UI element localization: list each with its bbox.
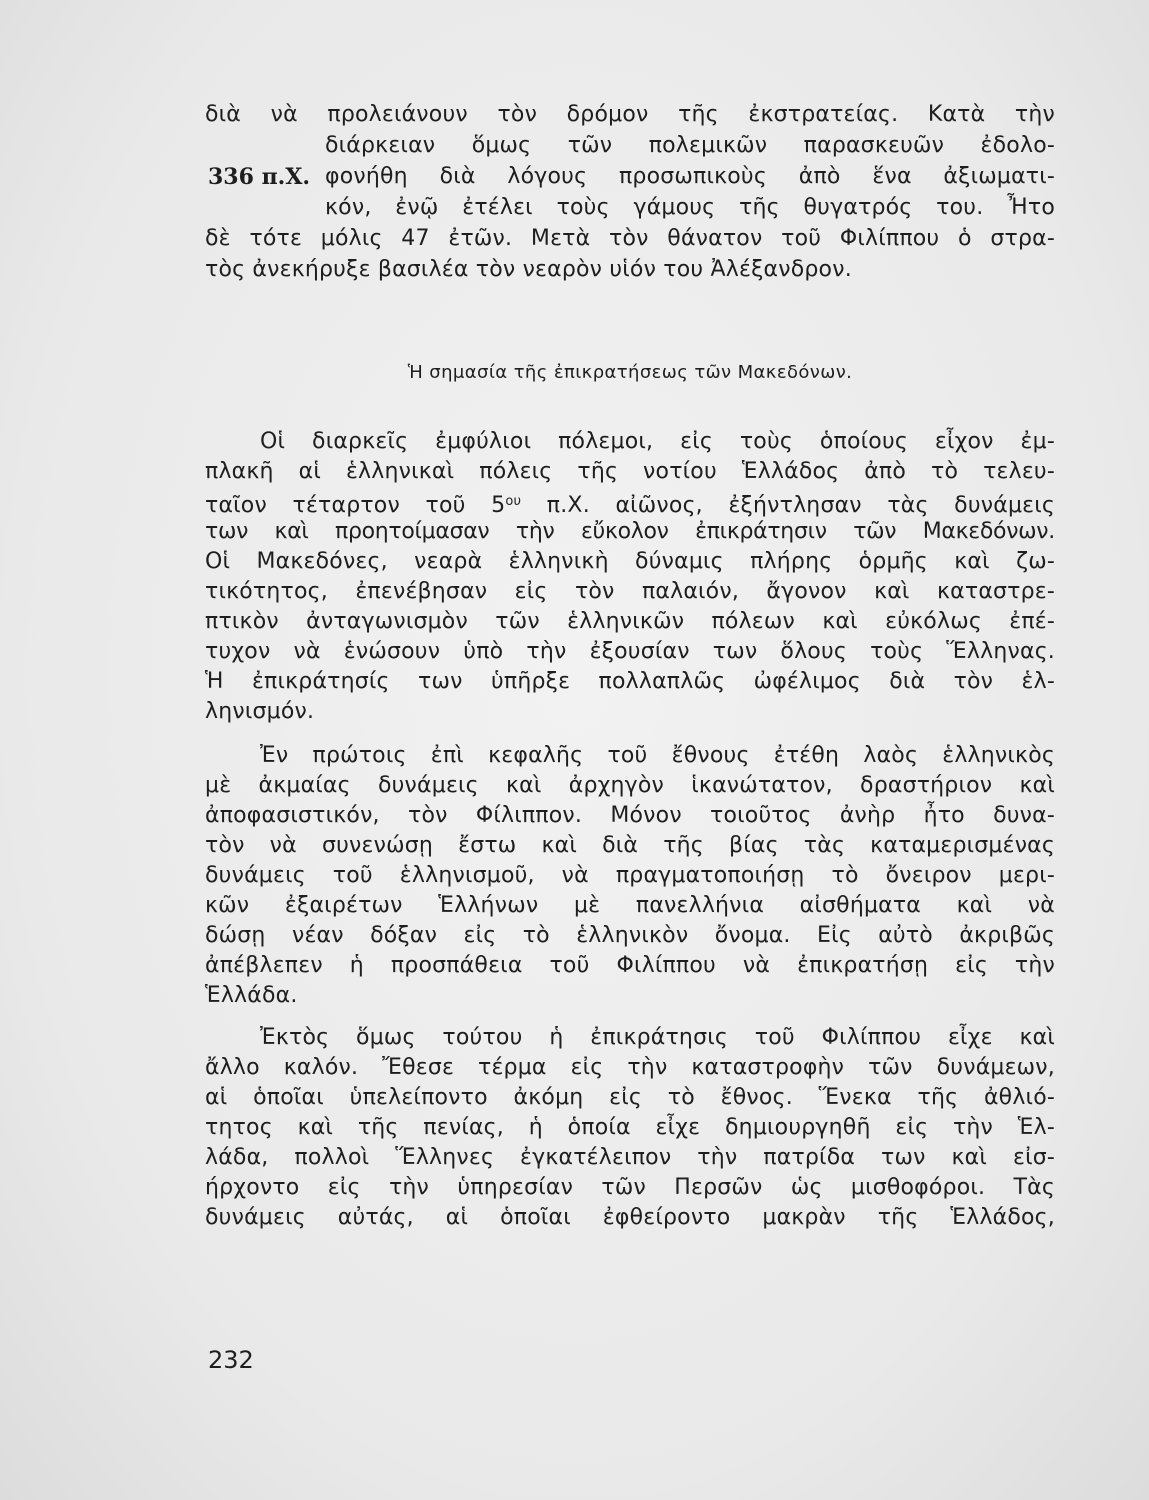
text-line: πτικὸν ἀνταγωνισμὸν τῶν ἑλληνικῶν πόλεων καὶ εὐκόλως ἐπέ- — [205, 609, 1055, 634]
text-line: φονήθη διὰ λόγους προσωπικοὺς ἀπὸ ἕνα ἀξιωματι- — [325, 164, 1055, 189]
text-line-with-superscript — [205, 487, 1055, 521]
text-line: Ἡ ἐπικράτησίς των ὑπῆρξε πολλαπλῶς ὠφέλιμος διὰ τὸν ἑλ- — [205, 669, 1055, 694]
text-line: λάδα, πολλοὶ Ἕλληνες ἐγκατέλειπον τὴν πατρίδα των καὶ εἰσ- — [205, 1145, 1055, 1170]
text-line: τικότητος, ἐπενέβησαν εἰς τὸν παλαιόν, ἄγονον καὶ καταστρε- — [205, 579, 1055, 604]
text-line: ληνισμόν. — [205, 699, 315, 724]
text-line: τὸν νὰ συνενώσῃ ἔστω καὶ διὰ τῆς βίας τὰς καταμερισμένας — [205, 833, 1055, 858]
text-line: Οἱ Μακεδόνες, νεαρὰ ἑλληνικὴ δύναμις πλήρης ὁρμῆς καὶ ζω- — [205, 549, 1055, 574]
text-line: τυχον νὰ ἑνώσουν ὑπὸ τὴν ἐξουσίαν των ὅλους τοὺς Ἕλληνας. — [205, 639, 1055, 664]
text-line: διάρκειαν ὅμως τῶν πολεμικῶν παρασκευῶν ἐδολο- — [325, 133, 1055, 158]
ordinal-superscript: ου — [505, 494, 522, 509]
page-number: 232 — [208, 1346, 254, 1374]
text-line: ήρχοντο εἰς τὴν ὑπηρεσίαν τῶν Περσῶν ὡς μισθοφόροι. Τὰς — [205, 1175, 1055, 1200]
text-line: δυνάμεις τοῦ ἑλληνισμοῦ, νὰ πραγματοποιήσῃ τὸ ὄνειρον μερι- — [205, 863, 1055, 888]
section-heading: Ἡ σημασία τῆς ἐπικρατήσεως τῶν Μακεδόνων. — [407, 362, 853, 383]
text-line: κῶν ἐξαιρέτων Ἑλλήνων μὲ πανελλήνια αἰσθήματα καὶ νὰ — [205, 893, 1055, 918]
text-line: δυνάμεις αὐτάς, αἱ ὁποῖαι ἐφθείροντο μακρὰν τῆς Ἑλλάδος, — [205, 1205, 1055, 1230]
text-line: ἀπέβλεπεν ἡ προσπάθεια τοῦ Φιλίππου νὰ ἐπικρατήσῃ εἰς τὴν — [205, 953, 1055, 978]
margin-date-note: 336 π.Χ. — [208, 164, 311, 190]
text-line: των καὶ προητοίμασαν τὴν εὔκολον ἐπικράτησιν τῶν Μακεδόνων. — [205, 519, 1055, 544]
text-line: δὲ τότε μόλις 47 ἐτῶν. Μετὰ τὸν θάνατον τοῦ Φιλίππου ὁ στρα- — [205, 226, 1055, 251]
text-line: διὰ νὰ προλειάνουν τὸν δρόμον τῆς ἐκστρατείας. Κατὰ τὴν — [205, 102, 1055, 127]
text-line: μὲ ἀκμαίας δυνάμεις καὶ ἀρχηγὸν ἱκανώτατον, δραστήριον καὶ — [205, 773, 1055, 798]
text-line: Ἐκτὸς ὅμως τούτου ἡ ἐπικράτησις τοῦ Φιλίππου εἶχε καὶ — [260, 1025, 1055, 1050]
text-span: ταῖον τέταρτον τοῦ 5 — [205, 493, 506, 518]
text-line: ἄλλο καλόν. Ἔθεσε τέρμα εἰς τὴν καταστροφὴν τῶν δυνάμεων, — [205, 1055, 1055, 1080]
text-line: αἱ ὁποῖαι ὑπελείποντο ἀκόμη εἰς τὸ ἔθνος. Ἕνεκα τῆς ἀθλιό- — [205, 1085, 1055, 1110]
text-line: Οἱ διαρκεῖς ἐμφύλιοι πόλεμοι, εἰς τοὺς ὁποίους εἶχον ἐμ- — [260, 429, 1055, 454]
text-line: τητος καὶ τῆς πενίας, ἡ ὁποία εἶχε δημιουργηθῆ εἰς τὴν Ἑλ- — [205, 1115, 1055, 1140]
text-line: κόν, ἐνῷ ἐτέλει τοὺς γάμους τῆς θυγατρός του. Ἦτο — [325, 195, 1055, 220]
text-line: τὸς ἀνεκήρυξε βασιλέα τὸν νεαρὸν υἱόν του Ἀλέξανδρον. — [205, 257, 852, 282]
text-line: Ἐν πρώτοις ἐπὶ κεφαλῆς τοῦ ἔθνους ἐτέθη λαὸς ἑλληνικὸς — [260, 743, 1055, 768]
text-line: Ἑλλάδα. — [205, 983, 298, 1008]
text-line: δώσῃ νέαν δόξαν εἰς τὸ ἑλληνικὸν ὄνομα. Εἰς αὐτὸ ἀκριβῶς — [205, 923, 1055, 948]
text-line: πλακῆ αἱ ἑλληνικαὶ πόλεις τῆς νοτίου Ἑλλάδος ἀπὸ τὸ τελευ- — [205, 459, 1055, 484]
text-span: π.Χ. αἰῶνος, ἐξήντλησαν τὰς δυνάμεις — [521, 493, 1055, 518]
text-line: ἀποφασιστικόν, τὸν Φίλιππον. Μόνον τοιοῦτος ἀνὴρ ἦτο δυνα- — [205, 803, 1055, 828]
